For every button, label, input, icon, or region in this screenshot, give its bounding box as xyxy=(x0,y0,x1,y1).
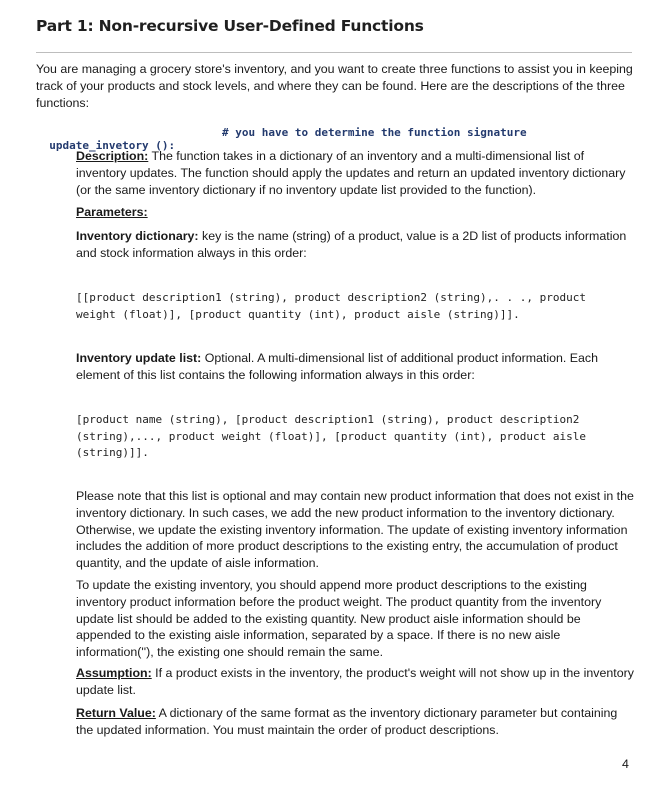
assumption-label: Assumption: xyxy=(76,666,152,680)
intro-paragraph: You are managing a grocery store's inventory, and you want to create three functions to assist you in keeping track of your products and stock levels, and where they can be found. Here are the descriptions of the three functions: xyxy=(36,62,633,110)
description-text: The function takes in a dictionary of an inventory and a multi-dimensional list of inventory updates. The function should apply the updates and return an updated inventory dictionary (or the same inventory dictionary if no inventory update list provided to the function). xyxy=(76,149,626,197)
update-paragraph: To update the existing inventory, you should append more product descriptions to the existing inventory product information before the product weight. The product quantity from the inventory update list should be added to the existing quantity. New product aisle information should be appended to the existing aisle information, separated by a space. If there is no new aisle information(''), the existing one should remain the same. xyxy=(76,578,602,660)
code-line: [[product description1 (string), product description2 (string),. . ., product xyxy=(76,291,586,304)
note-paragraph: Please note that this list is optional and may contain new product information that does not exist in the inventory dictionary. In such cases, we add the new product information to the inventory dictionary. Otherwise, we update the existing inventory information. The update of existing inventory information includes the addition of more product descriptions to the existing entry, the accumulation of product quantity, and the update of aisle information. xyxy=(76,489,634,571)
function-signature: update_invetory (): xyxy=(49,139,176,152)
page-number: 4 xyxy=(622,757,629,771)
return-value-label: Return Value: xyxy=(76,706,156,720)
update-list-text: Optional. A multi-dimensional list of additional product information. Each element of this list contains the following information always in this order: xyxy=(76,351,599,382)
code-line: (string),..., product weight (float)], [product quantity (int), product aisle xyxy=(76,429,586,443)
section-heading: Part 1: Non-recursive User-Defined Functions xyxy=(36,17,424,35)
assumption-text: If a product exists in the inventory, the product's weight will not show up in the inventory update list. xyxy=(76,666,634,697)
update-list-paragraph xyxy=(76,350,634,384)
assumption-paragraph xyxy=(76,665,634,699)
inventory-dictionary-text: key is the name (string) of a product, value is a 2D list of products information and stock information always in this order: xyxy=(76,229,627,260)
inventory-dictionary-format xyxy=(76,290,636,323)
return-value-text: A dictionary of the same format as the inventory dictionary parameter but containing the updated information. You must maintain the order of product descriptions. xyxy=(76,706,618,737)
update-list-format xyxy=(76,412,636,462)
signature-comment: # you have to determine the function signature xyxy=(222,126,527,139)
inventory-dictionary-label: Inventory dictionary: xyxy=(76,229,199,243)
code-line: weight (float)], [product quantity (int), product aisle (string)]]. xyxy=(76,307,520,321)
return-value-paragraph xyxy=(76,705,634,739)
description-label: Description: xyxy=(76,149,149,163)
parameters-heading xyxy=(76,204,634,221)
description-paragraph xyxy=(76,148,634,198)
update-list-label: Inventory update list: xyxy=(76,351,202,365)
heading-divider xyxy=(36,52,632,53)
code-line: (string)]]. xyxy=(76,446,149,459)
parameters-label: Parameters: xyxy=(76,205,148,219)
inventory-dictionary-paragraph xyxy=(76,228,634,262)
code-line: [product name (string), [product description1 (string), product description2 xyxy=(76,413,580,426)
